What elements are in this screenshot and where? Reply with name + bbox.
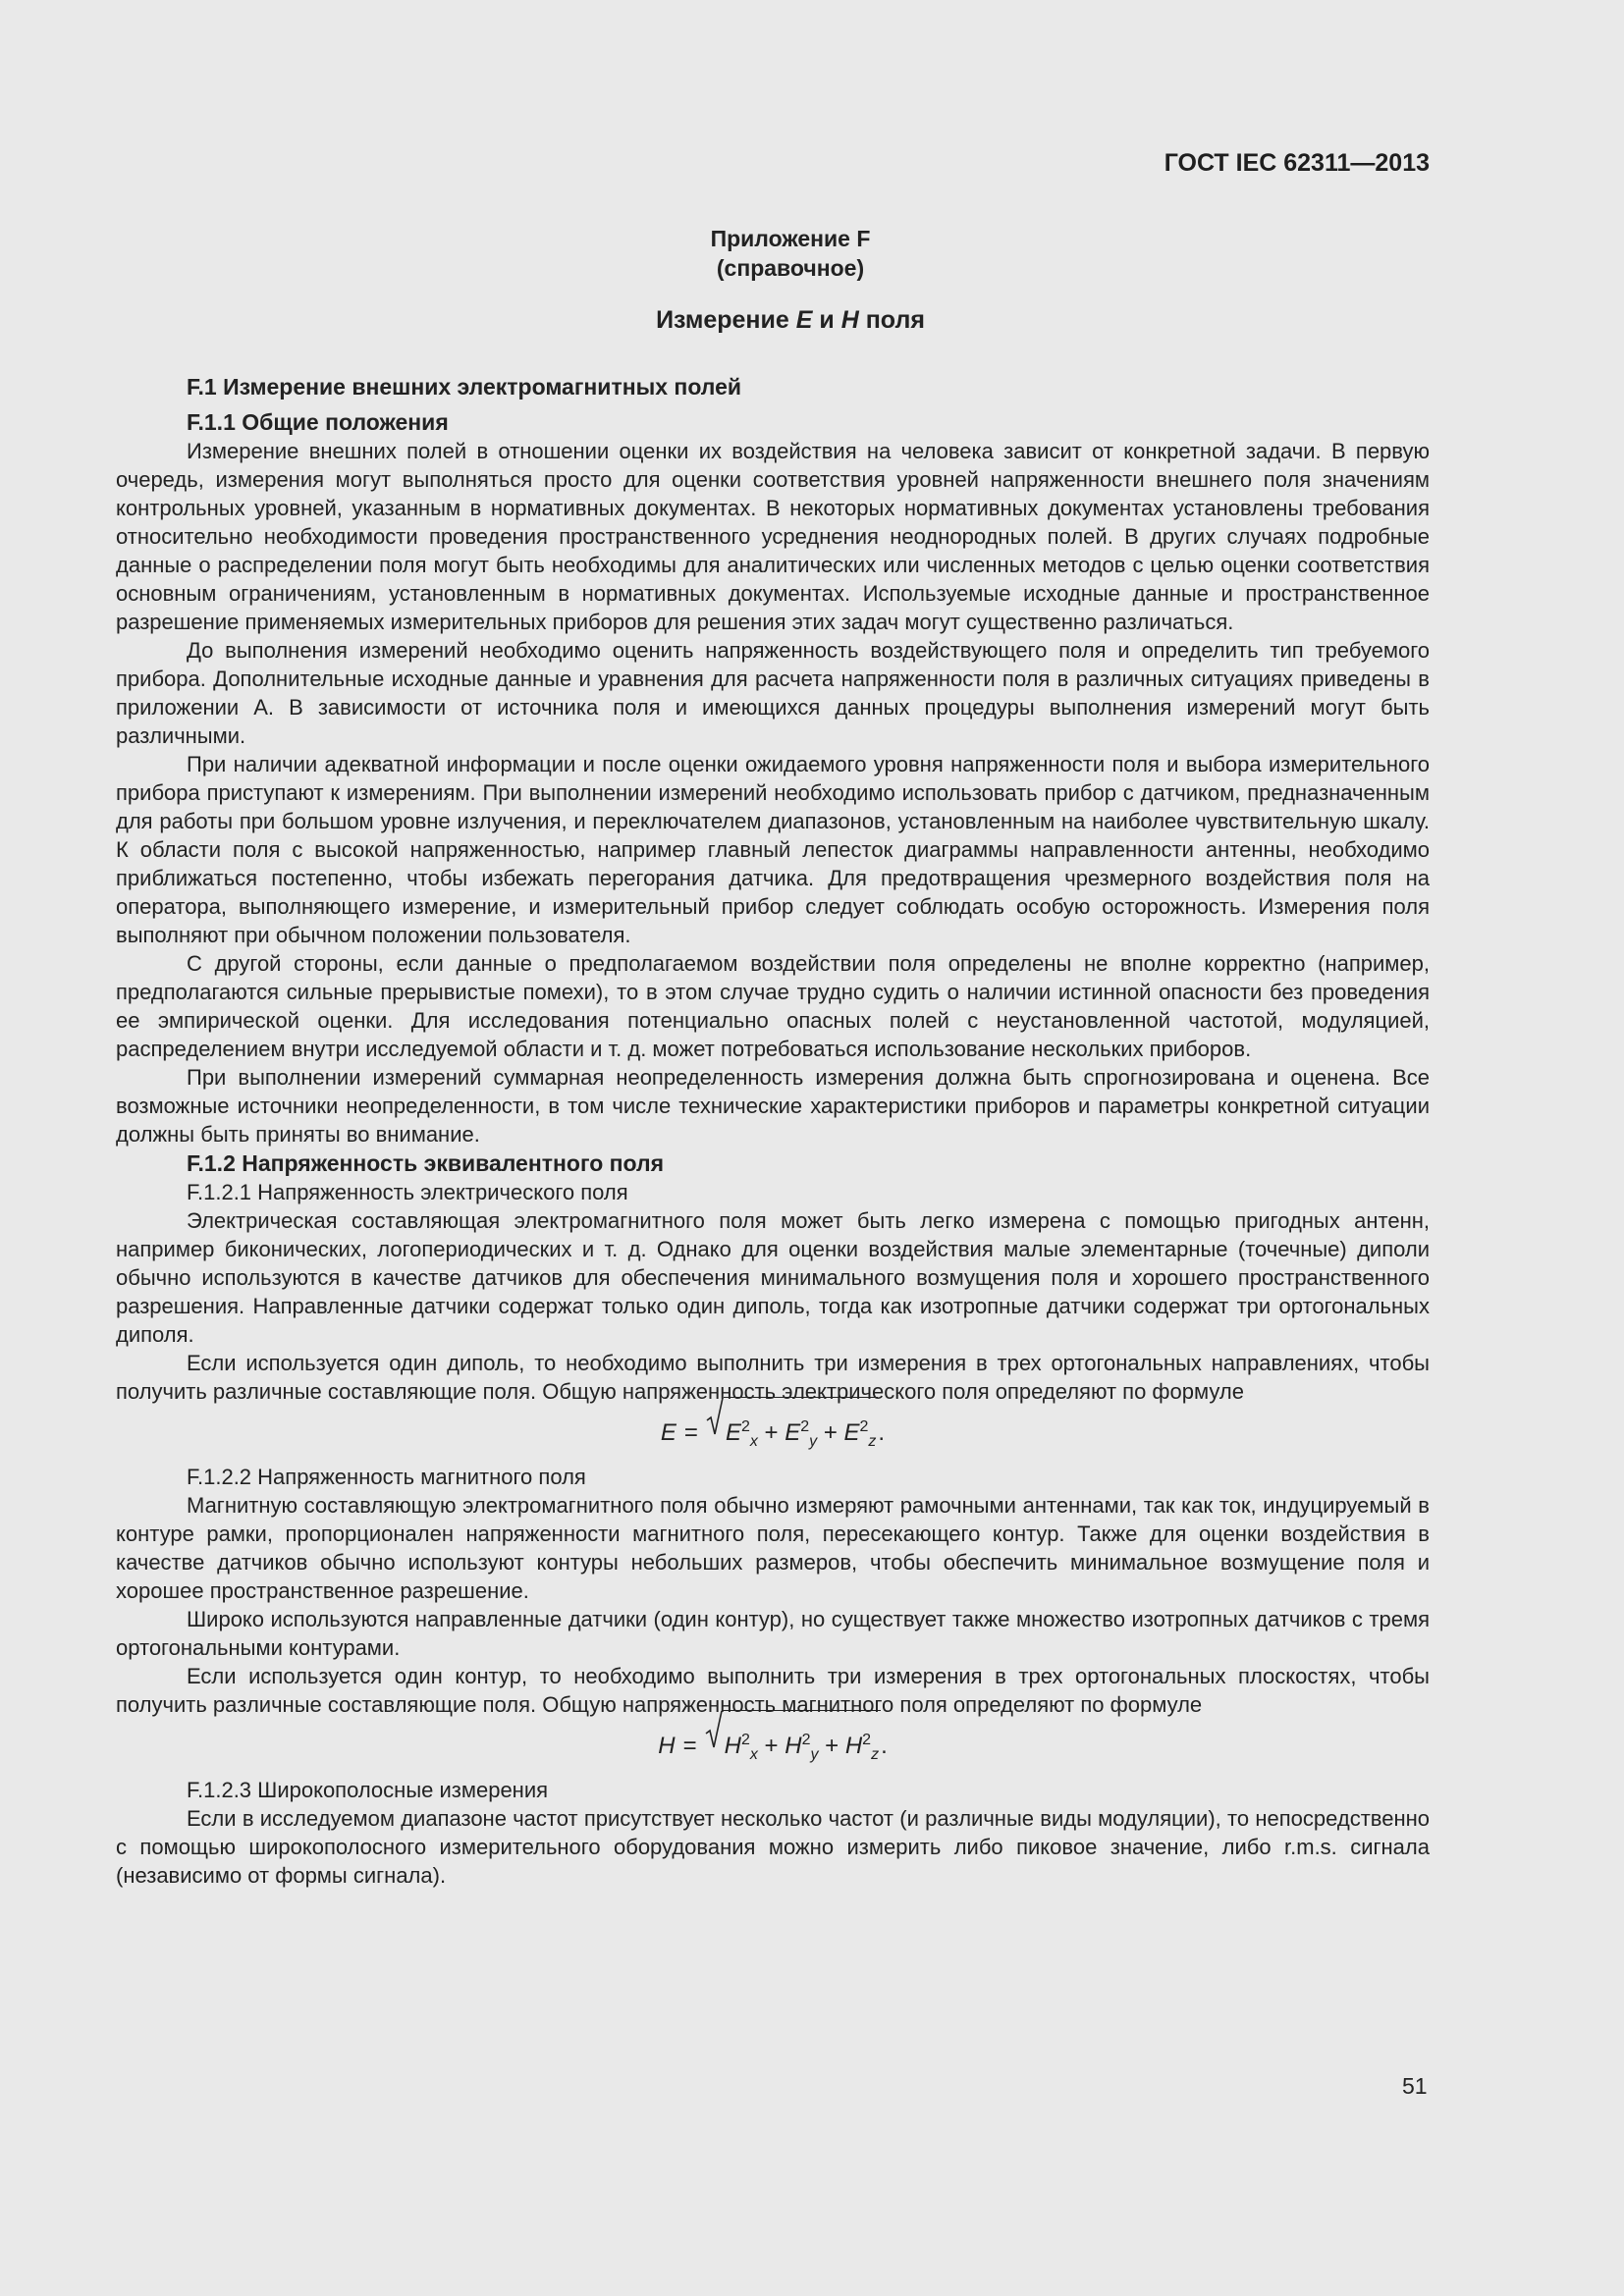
section-heading-f121: F.1.2.1 Напряженность электрического поля [187, 1180, 628, 1204]
section-heading-f11: F.1.1 Общие положения [187, 409, 449, 435]
paragraph: При наличии адекватной информации и после оценки ожидаемого уровня напряженности поля и выбора измерительного прибора приступают к измерениям. При выполнении измерений необходимо использовать прибор с датчиком, предназначенным для работы при большом уровне излучения, и переключателем диапазонов, установленным на наиболее чувствительную шкалу. К области поля с высокой напряженностью, например главный лепесток диаграммы направленности антенны, необходимо приближаться постепенно, чтобы избежать перегорания датчика. Для предотвращения чрезмерного воздействия поля на оператора, выполняющего измерение, и измерительный прибор следует соблюдать особую осторожность. Измерения поля выполняют при обычном положении пользователя. [116, 752, 1430, 947]
standard-header: ГОСТ IEC 62311—2013 [1164, 149, 1430, 177]
paragraph: Если используется один контур, то необходимо выполнить три измерения в трех ортогональных плоскостях, чтобы получить различные составляющие поля. Общую напряженность магнитного поля определяют по формуле [116, 1664, 1430, 1717]
formula-h-field: H = $H^2_x + H^2_y + H^2_z$ . [116, 1719, 1430, 1774]
section-heading-f122: F.1.2.2 Напряженность магнитного поля [187, 1465, 586, 1489]
formula-e-field: E = $E^2_x + E^2_y + E^2_z$ . [116, 1406, 1430, 1461]
paragraph: Широко используются направленные датчики (один контур), но существует также множество изотропных датчиков с тремя ортогональными контурами. [116, 1607, 1430, 1660]
paragraph: Если в исследуемом диапазоне частот присутствует несколько частот (и различные виды модуляции), то непосредственно с помощью широкополосного измерительного оборудования можно измерить либо пиковое значение, либо r.m.s. сигнала (независимо от формы сигнала). [116, 1806, 1430, 1888]
annex-kind: (справочное) [716, 255, 865, 281]
page-number: 51 [1402, 2073, 1428, 2099]
annex-label: Приложение F [710, 226, 871, 251]
page-title: Измерение E и H поля [656, 306, 925, 334]
title-symbol-h: H [840, 306, 859, 334]
paragraph: Измерение внешних полей в отношении оценки их воздействия на человека зависит от конкретной задачи. В первую очередь, измерения могут выполняться просто для оценки соответствия уровней напряженности внешнего поля значениям контрольных уровней, указанным в нормативных документах. В некоторых нормативных документах установлены требования относительно необходимости проведения пространственного усреднения неоднородных полей. В других случаях подробные данные о распределении поля могут быть необходимы для аналитических или численных методов с целью оценки соответствия основным ограничениям, установленным в нормативных документах. Используемые исходные данные и пространственное разрешение применяемых измерительных приборов для решения этих задач могут существенно различаться. [116, 439, 1430, 634]
paragraph: До выполнения измерений необходимо оценить напряженность воздействующего поля и определить тип требуемого прибора. Дополнительные исходные данные и уравнения для расчета напряженности поля в различных ситуациях приведены в приложении А. В зависимости от источника поля и имеющихся данных процедуры выполнения измерений могут быть различными. [116, 638, 1430, 748]
paragraph: При выполнении измерений суммарная неопределенность измерения должна быть спрогнозирована и оценена. Все возможные источники неопределенности, в том числе технические характеристики приборов и параметры конкретной ситуации должны быть приняты во внимание. [116, 1065, 1430, 1147]
paragraph: Электрическая составляющая электромагнитного поля может быть легко измерена с помощью пригодных антенн, например биконических, логопериодических и т. д. Однако для оценки воздействия малые элементарные (точечные) диполи обычно используются в качестве датчиков для обеспечения минимального возмущения поля и хорошего пространственного разрешения. Направленные датчики содержат только один диполь, тогда как изотропные датчики содержат три ортогональных диполя. [116, 1208, 1430, 1347]
sqrt-symbol: $E^2_x + E^2_y + E^2_z$ [706, 1397, 878, 1469]
section-heading-f12: F.1.2 Напряженность эквивалентного поля [187, 1150, 665, 1176]
title-symbol-e: E [795, 306, 813, 334]
page-content [116, 224, 1430, 1890]
paragraph: С другой стороны, если данные о предполагаемом воздействии поля определены не вполне корректно (например, предполагаются сильные прерывистые помехи), то в этом случае трудно судить о наличии истинной опасности без проведения ее эмпирической оценки. Для исследования потенциально опасных полей с неустановленной частотой, модуляцией, распределением внутри исследуемой области и т. д. может потребоваться использование нескольких приборов. [116, 951, 1430, 1061]
paragraph: Магнитную составляющую электромагнитного поля обычно измеряют рамочными антеннами, так как ток, индуцируемый в контуре рамки, пропорционален напряженности магнитного поля, пересекающего контур. Также для оценки воздействия в качестве датчиков обычно используют контуры небольших размеров, чтобы обеспечить минимальное возмущение поля и хорошее пространственное разрешение. [116, 1493, 1430, 1603]
sqrt-symbol: $H^2_x + H^2_y + H^2_z$ [705, 1710, 881, 1783]
section-heading-f123: F.1.2.3 Широкополосные измерения [187, 1778, 549, 1802]
section-heading-f1: F.1 Измерение внешних электромагнитных полей [187, 374, 742, 400]
paragraph: Если используется один диполь, то необходимо выполнить три измерения в трех ортогональных направлениях, чтобы получить различные составляющие поля. Общую напряженность электрического поля определяют по формуле [116, 1351, 1430, 1404]
